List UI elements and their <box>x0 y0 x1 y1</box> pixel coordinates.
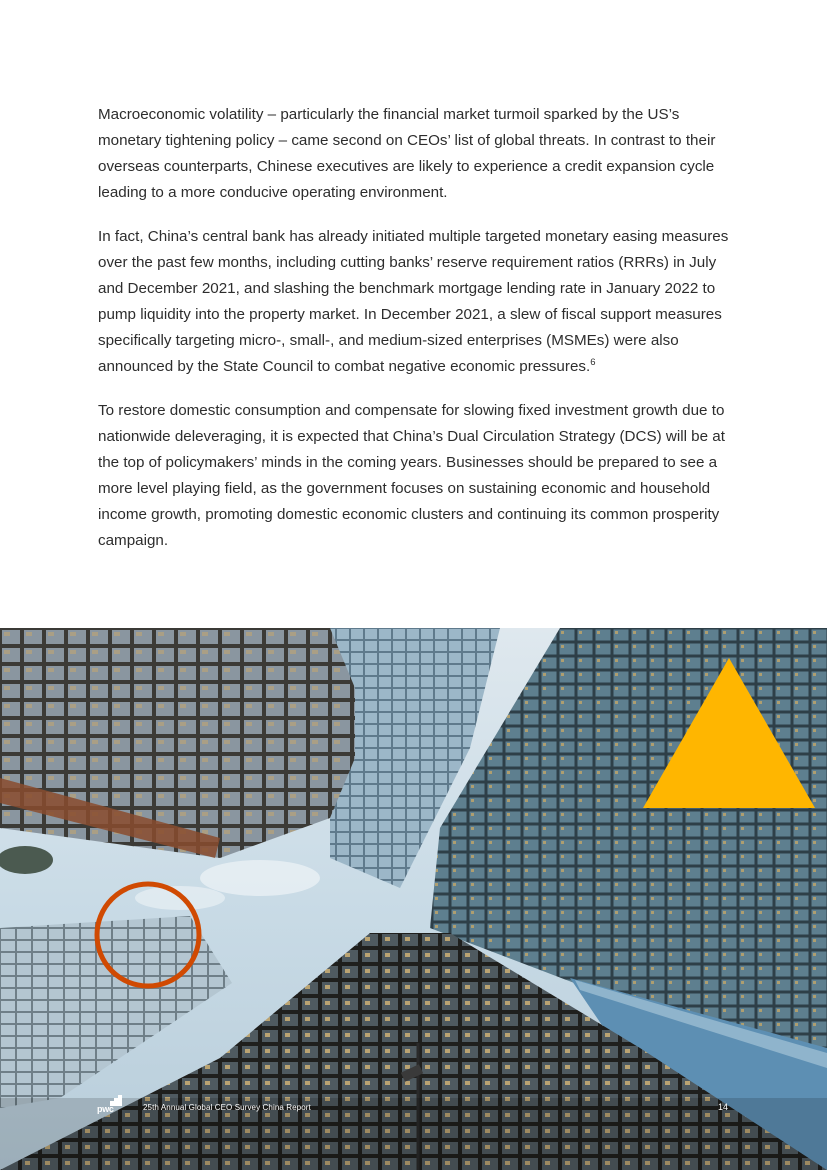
paragraph-2-text: In fact, China’s central bank has already initiated multiple targeted monetary easing measures over the past few months, including cutting banks’ reserve requirement ratios (RRRs) in July and December 2021, and slashing the benchmark mortgage lending rate in January 2022 to pump liquidity into the property market. In December 2021, a slew of fiscal support measures specifically targeting micro-, small-, and medium-sized enterprises (MSMEs) were also announced by the State Council to combat negative economic pressures. <box>98 228 729 375</box>
paragraph-3: To restore domestic consumption and compensate for slowing fixed investment growth due to nationwide deleveraging, it is expected that China’s Dual Circulation Strategy (DCS) will be at the top of policymakers’ minds in the coming years. Businesses should be prepared to see a more level playing field, as the government focuses on sustaining economic and household income growth, promoting domestic economic clusters and continuing its common prosperity campaign. <box>98 402 725 549</box>
footnote-ref: 6 <box>590 356 596 368</box>
page-number: 14 <box>718 1102 729 1112</box>
paragraph-2 <box>98 224 738 380</box>
body-text <box>98 102 738 572</box>
footer-report-title: 25th Annual Global CEO Survey China Report <box>143 1103 311 1112</box>
pwc-logo-text: pwc <box>97 1104 114 1114</box>
skyscraper-photo-illustration <box>0 628 827 1170</box>
pwc-logo-icon <box>97 1093 127 1117</box>
paragraph-1: Macroeconomic volatility – particularly the financial market turmoil sparked by the US’s monetary tightening policy – came second on CEOs’ list of global threats. In contrast to their overseas counterparts, Chinese executives are likely to experience a credit expansion cycle leading to a more conducive operating environment. <box>98 106 716 201</box>
skyscraper-photo <box>0 628 827 1170</box>
